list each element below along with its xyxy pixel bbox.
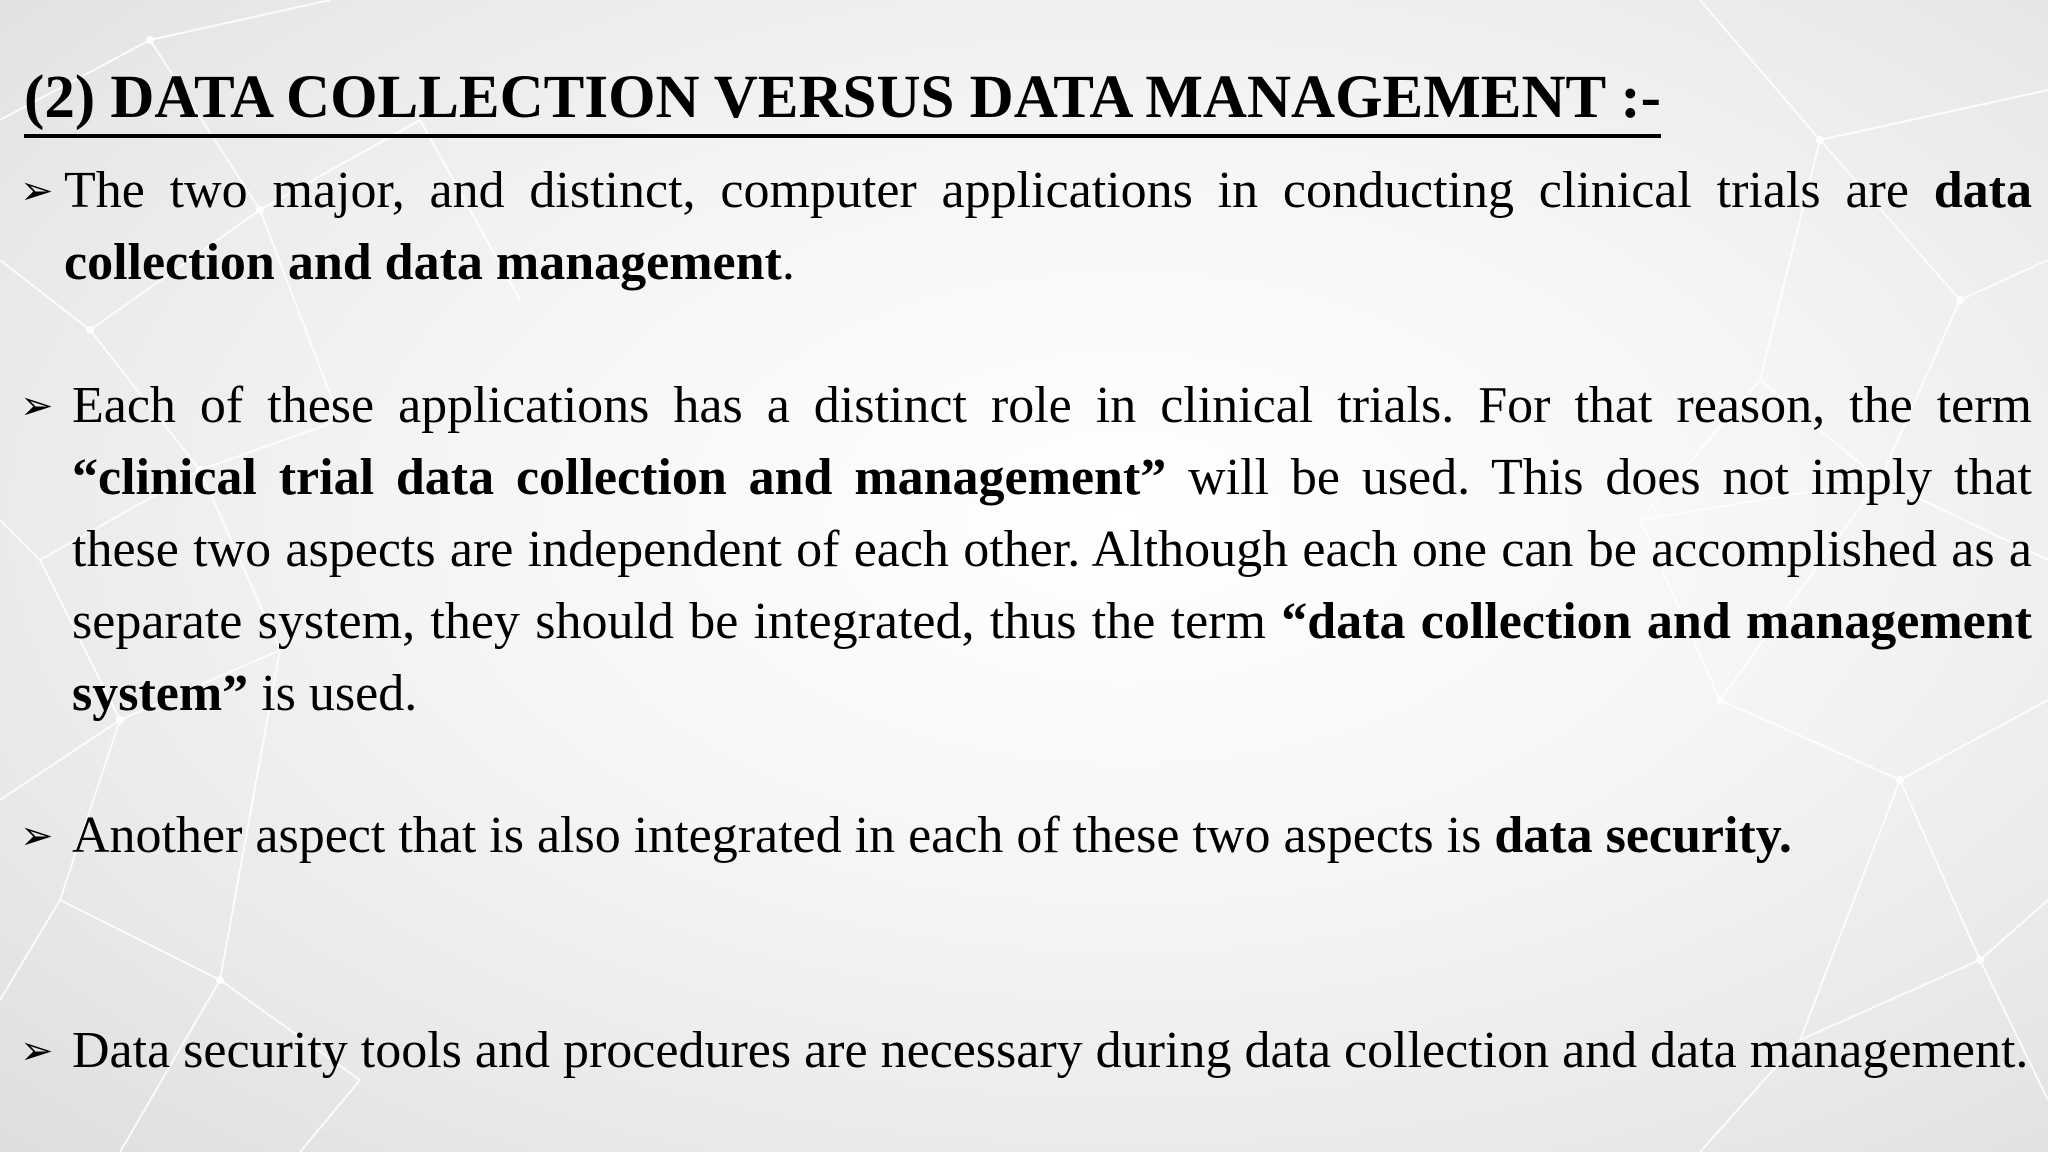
bullet-1-text: The two major, and distinct, computer applications in conducting clinical trials are xyxy=(64,162,1934,219)
bullet-2-bold-b: “data collection and management system” xyxy=(72,593,2033,722)
arrowhead-bullet-icon: ➢ xyxy=(20,1028,54,1074)
bullet-1-bold: data collection and data management xyxy=(64,162,2032,291)
bullet-4-text: Data security tools and procedures are necessary during data collection and data management. xyxy=(72,1022,2029,1079)
bullet-3-text: Another aspect that is also integrated in each of these two aspects is xyxy=(72,807,1495,864)
bullet-1-end: . xyxy=(781,234,795,291)
bullet-2-text-a: Each of these applications has a distinct role in clinical trials. For that reason, the term xyxy=(72,377,2032,434)
arrowhead-bullet-icon: ➢ xyxy=(20,168,54,214)
bullet-3 xyxy=(72,800,2032,872)
arrowhead-bullet-icon: ➢ xyxy=(20,383,54,429)
bullet-1 xyxy=(64,155,2032,299)
slide-title: (2) DATA COLLECTION VERSUS DATA MANAGEMENT :- xyxy=(24,62,1661,138)
bullet-2-text-b: will be used. This does not imply that these two aspects are independent of each other. Although each one can be accomplished as a separate system, they should be integrated, thus the term xyxy=(72,449,2032,650)
bullet-2-text-c: is used. xyxy=(248,665,418,722)
bullet-4 xyxy=(72,1015,2032,1087)
bullet-3-bold: data security. xyxy=(1494,807,1792,864)
arrowhead-bullet-icon: ➢ xyxy=(20,813,54,859)
bullet-2 xyxy=(72,370,2032,730)
bullet-2-bold-a: “clinical trial data collection and management” xyxy=(72,449,1167,506)
